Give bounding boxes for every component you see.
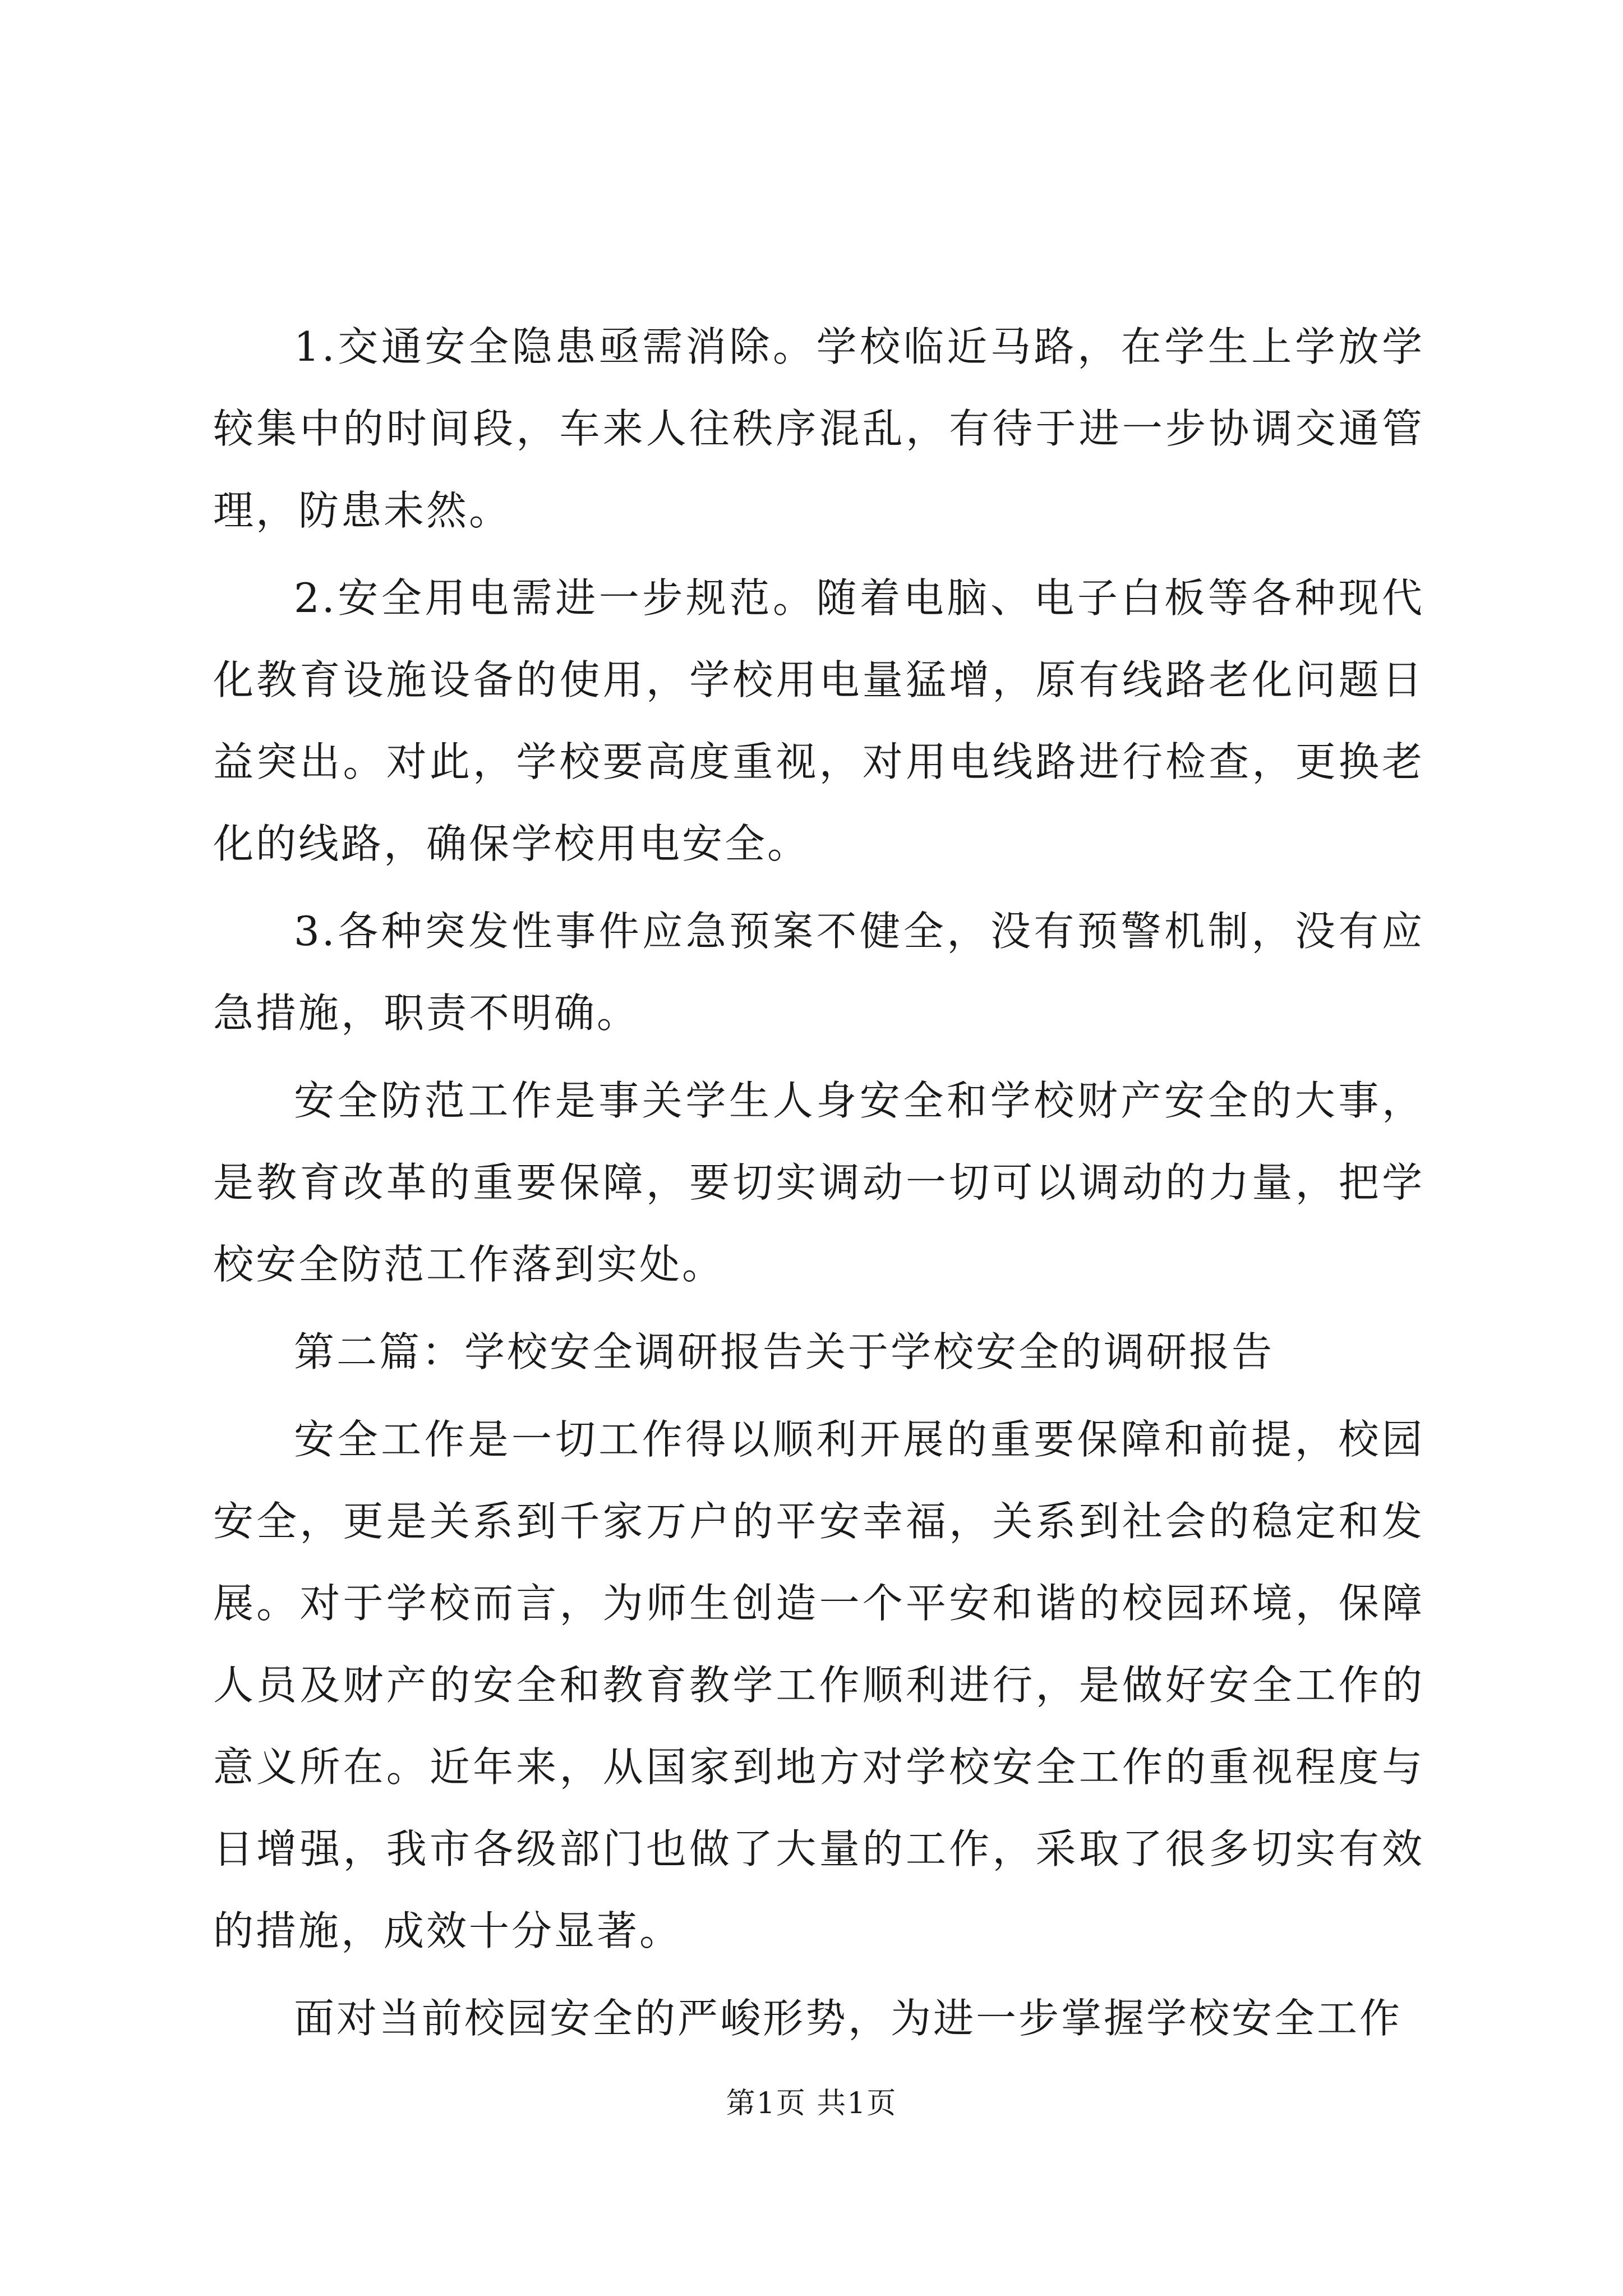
document-body: [213, 306, 1424, 2059]
paragraph-traffic-safety: 1.交通安全隐患亟需消除。学校临近马路，在学生上学放学较集中的时间段，车来人往秩序混乱，有待于进一步协调交通管理，防患未然。: [213, 323, 1424, 534]
section-heading: 第二篇：学校安全调研报告关于学校安全的调研报告: [294, 1328, 1275, 1375]
paragraph-safety-summary: 安全防范工作是事关学生人身安全和学校财产安全的大事，是教育改革的重要保障，要切实调动一切可以调动的力量，把学校安全防范工作落到实处。: [213, 1077, 1424, 1288]
paragraph-electrical-safety: 2.安全用电需进一步规范。随着电脑、电子白板等各种现代化教育设施设备的使用，学校用电量猛增，原有线路老化问题日益突出。对此，学校要高度重视，对用电线路进行检查，更换老化的线路，确保学校用电安全。: [213, 574, 1424, 867]
paragraph-current-situation: 面对当前校园安全的严峻形势，为进一步掌握学校安全工作: [294, 1995, 1403, 2042]
page-footer: 第1页 共1页: [726, 2087, 897, 2120]
paragraph-safety-importance: 安全工作是一切工作得以顺利开展的重要保障和前提，校园安全，更是关系到千家万户的平安幸福，关系到社会的稳定和发展。对于学校而言，为师生创造一个平安和谐的校园环境，保障人员及财产的安全和教育教学工作顺利进行，是做好安全工作的意义所在。近年来，从国家到地方对学校安全工作的重视程度与日增强，我市各级部门也做了大量的工作，采取了很多切实有效的措施，成效十分显著。: [213, 1416, 1424, 1954]
paragraph-emergency-plan: 3.各种突发性事件应急预案不健全，没有预警机制，没有应急措施，职责不明确。: [213, 908, 1424, 1037]
